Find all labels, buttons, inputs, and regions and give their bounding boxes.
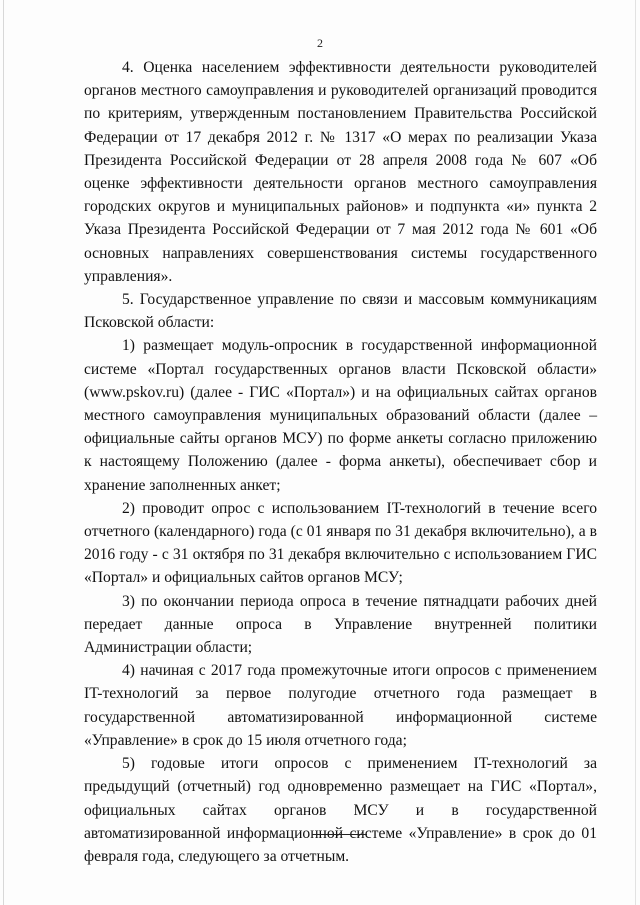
list-item-1: 1) размещает модуль-опросник в государственной информационной системе «Портал государственных органов власти Псковской области» (www.pskov.ru) (далее - ГИС «Портал») и на официальных сайтах органов местного самоуправления муниципальных образований области (далее – официальные сайты органов МСУ) по форме анкеты согласно приложению к настоящему Положению (далее - форма анкеты), обеспечивает сбор и хранение заполненных анкет; (84, 337, 597, 494)
document-body (84, 56, 597, 868)
paragraph-5: 5. Государственное управление по связи и массовым коммуникациям Псковской области: (84, 291, 597, 332)
list-item-2: 2) проводит опрос с использованием IT-технологий в течение всего отчетного (календарного) года (с 01 января по 31 декабря включительно), а в 2016 году - с 31 октября по 31 декабря включительно с использованием ГИС «Портал» и официальных сайтов органов МСУ; (84, 499, 597, 587)
list-item-4: 4) начиная с 2017 года промежуточные итоги опросов с применением IT-технологий за первое полугодие отчетного года размещает в государственной автоматизированной информационной системе «Управление» в срок до 15 июля отчетного года; (84, 662, 597, 749)
list-item-5: 5) годовые итоги опросов с применением IT-технологий за предыдущий (отчетный) год одновременно размещает на ГИС «Портал», официальных сайтах органов МСУ и в государственной автоматизированной информационной системе «Управление» в срок до 01 февраля года, следующего за отчетным. (84, 755, 597, 865)
list-item-3: 3) по окончании периода опроса в течение пятнадцати рабочих дней передает данные опроса в Управление внутренней политики Администрации области; (84, 592, 597, 657)
end-separator-line (313, 834, 367, 835)
page-number: 2 (317, 36, 323, 50)
scan-edge-right (635, 0, 636, 905)
scan-edge-left (3, 0, 4, 905)
paragraph-4: 4. Оценка населением эффективности деятельности руководителей органов местного самоуправления и руководителей организаций проводится по критериям, утвержденным постановлением Правительства Российской Федерации от 17 декабря 2012 г. № 1317 «О мерах по реализации Указа Президента Российской Федерации от 28 апреля 2008 года № 607 «Об оценке эффективности деятельности органов местного самоуправления городских округов и муниципальных районов» и подпункта «и» пункта 2 Указа Президента Российской Федерации от 7 мая 2012 года № 601 «Об основных направлениях совершенствования системы государственного управления». (84, 59, 597, 285)
